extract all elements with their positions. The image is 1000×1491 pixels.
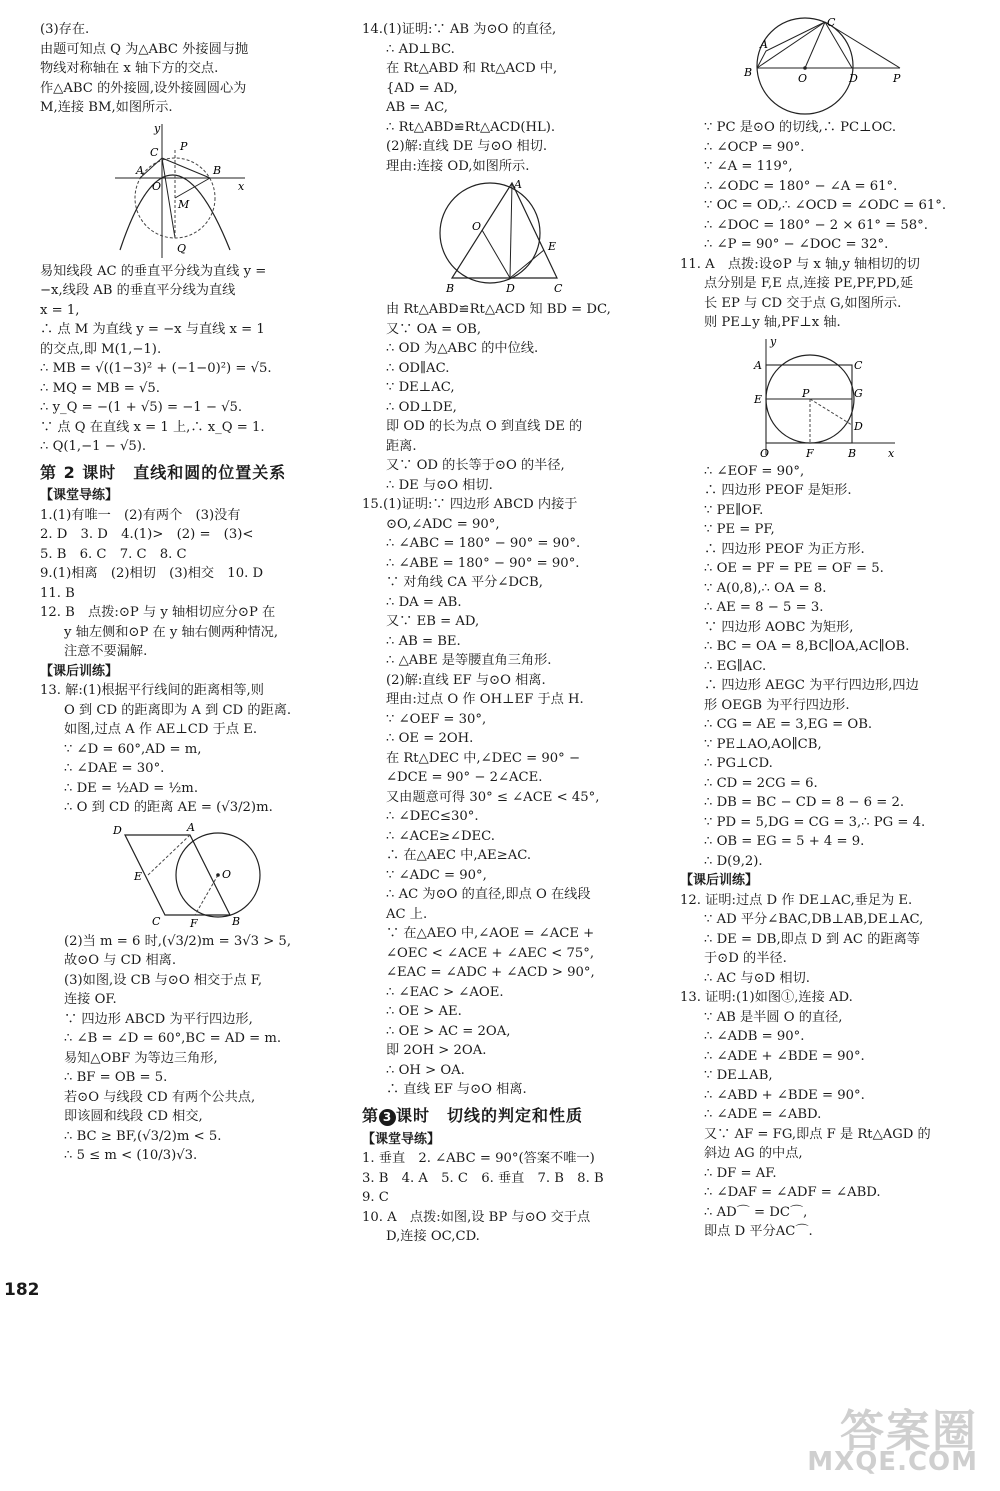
triangle-abc — [452, 183, 557, 278]
text-line: ∴ MQ = MB = √5. — [40, 380, 160, 396]
text-line: ∴ AB = BE. — [386, 633, 461, 649]
answer-line: 注意不要漏解. — [64, 644, 148, 659]
text-line: ∵ DE⊥AC, — [386, 380, 455, 395]
text-line: ∴ OE > AE. — [386, 1004, 462, 1019]
text-line: 11. A 点拨:设⊙P 与 x 轴,y 轴相切的切 — [680, 256, 920, 272]
svg-text:O: O — [472, 220, 482, 233]
answer-line: 5. B 6. C 7. C 8. C — [40, 546, 187, 562]
text-line: 易知线段 AC 的垂直平分线为直线 y = — [40, 263, 267, 279]
answer-line: 如图,过点 A 作 AE⊥CD 于点 E. — [64, 722, 258, 737]
q13-continued — [40, 932, 340, 1166]
text-line: ∴ ∠DEC≤30°. — [386, 809, 479, 824]
svg-text:P: P — [180, 139, 188, 153]
text-line: ∴ 四边形 AEGC 为平行四边形,四边 — [704, 678, 919, 693]
answer-line: D,连接 OC,CD. — [386, 1229, 480, 1244]
svg-text:D: D — [506, 282, 515, 295]
text-line: ∵ PD = 5,DG = CG = 3,∴ PG = 4. — [704, 814, 926, 830]
svg-text:O: O — [798, 72, 808, 85]
answer-line: 2. D 3. D 4.(1)> (2) = (3)< — [40, 527, 254, 542]
svg-text:O: O — [152, 179, 162, 193]
answer-line: 12. 证明:过点 D 作 DE⊥AC,垂足为 E. — [680, 892, 913, 908]
svg-text:D: D — [854, 419, 863, 433]
answer-line: ∴ ∠DAF = ∠ADF = ∠ABD. — [704, 1185, 881, 1200]
text-line: (2)当 m = 6 时,(√3/2)m = 3√3 > 5, — [64, 933, 292, 949]
page-number: 182 — [4, 1280, 40, 1300]
text-line: 15.(1)证明:∵ 四边形 ABCD 内接于 — [362, 497, 578, 512]
answer-line: ∵ AB 是半圆 O 的直径, — [704, 1009, 843, 1025]
answer-line: 3. B 4. A 5. C 6. 垂直 7. B 8. B — [362, 1170, 604, 1186]
after-class-answers — [40, 681, 340, 818]
text-line: 又∵ OA = OB, — [386, 321, 482, 337]
text-line: ∵ PE = PF, — [704, 522, 775, 537]
text-line: ∴ BC ≥ BF,(√3/2)m < 5. — [64, 1128, 222, 1144]
text-line: ∴ ∠EOF = 90°, — [704, 463, 805, 479]
answer-line: ∴ DF = AF. — [704, 1165, 777, 1181]
text-line: 理由:过点 O 作 OH⊥EF 于点 H. — [386, 692, 584, 707]
text-line: ∴ OD∥AC. — [386, 360, 450, 376]
answer-line: 13. 证明:(1)如图①,连接 AD. — [680, 990, 853, 1005]
svg-text:C: C — [554, 282, 563, 295]
text-line: 距离. — [386, 438, 417, 454]
after-class-answers — [680, 891, 980, 1242]
answer-line: O 到 CD 的距离即为 A 到 CD 的距离. — [64, 702, 292, 718]
answer-line: ∴ ∠ADE = ∠ABD. — [704, 1107, 822, 1122]
text-line: ∴ OB = EG = 5 + 4 = 9. — [704, 834, 865, 849]
svg-text:B: B — [446, 282, 455, 295]
section-title-text: 课时 切线的判定和性质 — [396, 1105, 584, 1125]
text-line: ∵ ∠A = 119°, — [704, 159, 793, 174]
after-class-label: 【课后训练】 — [40, 663, 119, 679]
text-line: ∵ 四边形 ABCD 为平行四边形, — [64, 1011, 253, 1027]
text-line: {AD = AD, — [386, 80, 458, 96]
svg-text:F: F — [190, 916, 198, 930]
svg-text:C: C — [827, 16, 836, 29]
text-line: ∴ 点 M 为直线 y = −x 与直线 x = 1 — [40, 322, 265, 337]
answer-line: ∵ AD 平分∠BAC,DB⊥AB,DE⊥AC, — [704, 912, 924, 927]
parallelogram-circle-figure — [110, 820, 270, 930]
svg-text:y: y — [770, 334, 777, 348]
text-line: ∴ OE > AC = 2OA, — [386, 1023, 511, 1039]
text-line: x = 1, — [40, 302, 80, 318]
svg-text:Q: Q — [177, 241, 187, 255]
section-title-lesson-2: 第 2 课时 直线和圆的位置关系 — [40, 462, 287, 482]
text-line: ∵ 对角线 CA 平分∠DCB, — [386, 575, 543, 590]
q11-derivation-lines — [680, 462, 980, 872]
text-line: ∴ DA = AB. — [386, 594, 462, 610]
answer-line: 于⊙D 的半径. — [704, 951, 787, 966]
text-line: (2)解:直线 DE 与⊙O 相切. — [386, 139, 548, 154]
answer-line: ∴ AC 与⊙D 相切. — [704, 970, 810, 986]
answer-line: ∵ ∠D = 60°,AD = m, — [64, 741, 202, 757]
text-line: 又由题意可得 30° ≤ ∠ACE < 45°, — [386, 789, 600, 805]
answer-line: 9. C — [362, 1190, 389, 1205]
text-line: 形 OEGB 为平行四边形. — [704, 697, 850, 713]
answer-line: 即点 D 平分AC⌒. — [704, 1224, 813, 1239]
text-line: ∴ OD⊥DE, — [386, 399, 457, 415]
text-line: 即 OD 的长为点 O 到直线 DE 的 — [386, 419, 583, 434]
svg-text:x: x — [238, 179, 245, 193]
svg-text:B: B — [848, 446, 857, 460]
circle-o — [440, 183, 540, 283]
svg-text:M: M — [178, 197, 190, 211]
text-line: ∴ BC = OA = 8,BC∥OA,AC∥OB. — [704, 639, 910, 654]
answer-line: ∴ DE = ½AD = ½m. — [64, 780, 199, 796]
text-line: ∵ PC 是⊙O 的切线,∴ PC⊥OC. — [704, 120, 897, 135]
text-line: 即 2OH > 2OA. — [386, 1043, 487, 1058]
svg-text:A: A — [187, 820, 195, 834]
text-line: −x,线段 AB 的垂直平分线为直线 — [40, 283, 236, 298]
text-line: 由 Rt△ABD≌Rt△ACD 知 BD = DC, — [386, 302, 611, 317]
text-line: 14.(1)证明:∵ AB 为⊙O 的直径, — [362, 22, 557, 37]
svg-text:x: x — [888, 446, 895, 460]
parabola-circumcircle-figure — [110, 120, 250, 260]
text-line: 由题可知点 Q 为△ABC 外接圆与抛 — [40, 41, 249, 57]
text-line: ∴ ∠ABC = 180° − 90° = 90°. — [386, 536, 581, 551]
text-line: 又∵ OD 的长等于⊙O 的半径, — [386, 458, 565, 473]
classroom-practice-label: 【课堂导练】 — [40, 488, 119, 503]
text-line: 易知△OBF 为等边三角形, — [64, 1050, 218, 1066]
svg-text:O: O — [222, 867, 232, 881]
text-line: 的交点,即 M(1,−1). — [40, 341, 162, 357]
text-line: ∴ OE = 2OH. — [386, 731, 474, 746]
text-line: ∴ BF = OB = 5. — [64, 1070, 168, 1085]
svg-text:P: P — [802, 386, 810, 400]
text-line: ∴ CG = AE = 3,EG = OB. — [704, 717, 873, 732]
text-line: ∴ ∠EAC > ∠AOE. — [386, 984, 504, 1000]
answer-line: 又∵ AF = FG,即点 F 是 Rt△AGD 的 — [704, 1126, 931, 1142]
q-derivation-lines — [40, 262, 340, 457]
svg-text:B: B — [213, 163, 222, 177]
svg-text:D: D — [113, 823, 122, 837]
svg-text:E: E — [754, 392, 763, 406]
text-line: ∴ AC 为⊙O 的直径,即点 O 在线段 — [386, 887, 591, 902]
text-line: 在 Rt△DEC 中,∠DEC = 90° − — [386, 750, 581, 766]
text-line: ∴ AD⊥BC. — [386, 41, 455, 57]
text-line: ∵ PE∥OF. — [704, 502, 764, 518]
text-line: ∴ ∠ABE = 180° − 90° = 90°. — [386, 555, 580, 571]
text-line: ∴ DE 与⊙O 相切. — [386, 477, 493, 493]
text-line: ∴ Rt△ABD≌Rt△ACD(HL). — [386, 119, 556, 135]
text-line: ∵ ∠ADC = 90°, — [386, 867, 487, 883]
text-line: 点分别是 F,E 点,连接 PE,PF,PD,延 — [704, 276, 914, 291]
watermark-url: MXQE.COM — [807, 1447, 978, 1477]
answer-line: ∴ ∠ADB = 90°. — [704, 1029, 805, 1044]
svg-text:A: A — [754, 358, 762, 372]
svg-text:E: E — [548, 240, 557, 253]
column-2 — [362, 20, 667, 1247]
answer-line: ∴ ∠ADE + ∠BDE = 90°. — [704, 1048, 865, 1064]
column-3 — [680, 16, 980, 1242]
answer-line: ∴ O 到 CD 的距离 AE = (√3/2)m. — [64, 800, 273, 815]
text-line: 连接 OF. — [64, 992, 117, 1007]
answer-line: 12. B 点拨:⊙P 与 y 轴相切应分⊙P 在 — [40, 605, 276, 620]
text-line: ∵ 在△AEO 中,∠AOE = ∠ACE + — [386, 926, 595, 941]
text-line: ∴ ∠ACE≥∠DEC. — [386, 828, 495, 844]
svg-text:P: P — [893, 72, 901, 85]
text-line: ∴ MB = √((1−3)² + (−1−0)²) = √5. — [40, 361, 272, 376]
section-title-lesson-3 — [362, 1106, 667, 1126]
text-line: ∴ 直线 EF 与⊙O 相离. — [386, 1082, 527, 1097]
text-line: (2)解:直线 EF 与⊙O 相离. — [386, 672, 546, 688]
answer-line: ∴ ∠DAE = 30°. — [64, 761, 165, 776]
lesson3-answers — [362, 1149, 667, 1247]
text-line: 在 Rt△ABD 和 Rt△ACD 中, — [386, 61, 558, 76]
triangle-circle-tangent-figure — [432, 178, 582, 298]
answer-line: 1.(1)有唯一 (2)有两个 (3)没有 — [40, 507, 241, 523]
text-line: ∴ ∠P = 90° − ∠DOC = 32°. — [704, 237, 889, 252]
text-line: AC 上. — [386, 906, 428, 922]
text-line: ∴ EG∥AC. — [704, 658, 767, 674]
circle-tangent-pc-figure — [730, 16, 920, 116]
text-line: 作△ABC 的外接圆,设外接圆圆心为 — [40, 80, 247, 96]
answer-line: y 轴左侧和⊙P 在 y 轴右侧两种情况, — [64, 624, 279, 640]
classroom-answers — [40, 506, 340, 662]
svg-text:y: y — [154, 121, 161, 135]
svg-text:F: F — [806, 446, 814, 460]
svg-text:A: A — [760, 38, 768, 51]
answer-line: ∴ DE = DB,即点 D 到 AC 的距离等 — [704, 931, 920, 947]
svg-text:C: C — [152, 914, 161, 928]
text-line: 长 EP 与 CD 交于点 G,如图所示. — [704, 295, 902, 311]
text-line: ∠EAC = ∠ADC + ∠ACD > 90°, — [386, 965, 595, 980]
text-line: ∵ OC = OD,∴ ∠OCD = ∠ODC = 61°. — [704, 198, 947, 213]
answer-line: 13. 解:(1)根据平行线间的距离相等,则 — [40, 683, 264, 698]
answer-line: ∴ AD⌒ = DC⌒, — [704, 1204, 808, 1220]
answer-line: 11. B — [40, 585, 75, 601]
q10-q11-lines — [680, 118, 980, 333]
text-line: (3)存在. — [40, 22, 90, 37]
q14-lines — [362, 20, 667, 176]
text-line: ⊙O,∠ADC = 90°, — [386, 516, 500, 532]
svg-text:O: O — [760, 446, 770, 460]
text-line: ∠DCE = 90° − 2∠ACE. — [386, 770, 543, 785]
text-line: ∴ AE = 8 − 5 = 3. — [704, 600, 824, 615]
text-line: ∴ ∠ODC = 180° − ∠A = 61°. — [704, 178, 898, 194]
answer-line: 1. 垂直 2. ∠ABC = 90°(答案不唯一) — [362, 1151, 595, 1166]
svg-text:C: C — [150, 145, 159, 159]
text-line: AB = AC, — [386, 100, 448, 115]
text-line: M,连接 BM,如图所示. — [40, 100, 173, 115]
svg-text:A: A — [514, 178, 522, 191]
text-line: ∴ 在△AEC 中,AE≥AC. — [386, 848, 532, 863]
text-line: ∴ ∠DOC = 180° − 2 × 61° = 58°. — [704, 217, 928, 233]
text-line: ∵ 四边形 AOBC 为矩形, — [704, 619, 854, 635]
text-line: ∴ 四边形 PEOF 是矩形. — [704, 483, 852, 498]
text-line: ∴ ∠OCP = 90°. — [704, 139, 805, 155]
column-1 — [40, 20, 340, 1166]
text-line: ∴ CD = 2CG = 6. — [704, 775, 818, 791]
svg-text:G: G — [854, 386, 863, 400]
watermark-logo-text: 答案圈 — [840, 1406, 978, 1457]
text-line: 若⊙O 与线段 CD 有两个公共点, — [64, 1089, 256, 1105]
circle-o — [757, 18, 853, 114]
svg-text:E: E — [134, 869, 143, 883]
text-line: ∴ D(9,2). — [704, 853, 763, 869]
text-line: 则 PE⊥y 轴,PF⊥x 轴. — [704, 315, 841, 330]
coordinate-circle-rectangle-figure — [750, 335, 900, 460]
text-line: ∴ 四边形 PEOF 为正方形. — [704, 541, 865, 557]
text-line: 又∵ EB = AD, — [386, 614, 480, 629]
svg-text:A: A — [136, 163, 144, 177]
svg-text:C: C — [854, 358, 863, 372]
text-line: ∵ ∠OEF = 30°, — [386, 711, 487, 727]
text-line: ∠OEC < ∠ACE + ∠AEC < 75°, — [386, 945, 595, 961]
text-line: ∴ 5 ≤ m < (10/3)√3. — [64, 1148, 198, 1163]
q14-q15-lines — [362, 300, 667, 1100]
text-line: ∴ OH > OA. — [386, 1062, 465, 1078]
text-line: ∴ DB = BC − CD = 8 − 6 = 2. — [704, 795, 905, 810]
text-line: (3)如图,设 CB 与⊙O 相交于点 F, — [64, 972, 263, 988]
text-line: ∴ PG⊥CD. — [704, 756, 773, 771]
answer-line: ∴ ∠ABD + ∠BDE = 90°. — [704, 1087, 865, 1103]
text-line: ∴ OE = PF = PE = OF = 5. — [704, 561, 884, 576]
text-line: 物线对称轴在 x 轴下方的交点. — [40, 61, 219, 76]
section-prefix: 第 — [362, 1105, 380, 1125]
answer-line: ∵ DE⊥AB, — [704, 1068, 773, 1083]
answer-line: 10. A 点拨:如图,设 BP 与⊙O 交于点 — [362, 1209, 591, 1225]
after-class-label: 【课后训练】 — [680, 873, 759, 888]
text-line: ∵ A(0,8),∴ OA = 8. — [704, 580, 827, 596]
text-line: ∴ ∠B = ∠D = 60°,BC = AD = m. — [64, 1031, 282, 1046]
svg-text:D: D — [849, 72, 858, 85]
classroom-practice-label: 【课堂导练】 — [362, 1131, 441, 1147]
text-line: ∵ 点 Q 在直线 x = 1 上,∴ x_Q = 1. — [40, 419, 265, 435]
answer-line: 斜边 AG 的中点, — [704, 1146, 803, 1161]
text-line: 理由:连接 OD,如图所示. — [386, 158, 530, 174]
text-line: ∴ y_Q = −(1 + √5) = −1 − √5. — [40, 400, 243, 415]
text-line: ∵ PE⊥AO,AO∥CB, — [704, 736, 822, 752]
text-line: ∴ Q(1,−1 − √5). — [40, 439, 147, 454]
q-existence-lines — [40, 20, 340, 118]
svg-text:B: B — [232, 914, 241, 928]
text-line: ∴ △ABE 是等腰直角三角形. — [386, 653, 552, 668]
text-line: 故⊙O 与 CD 相离. — [64, 953, 177, 968]
text-line: ∴ OD 为△ABC 的中位线. — [386, 341, 539, 356]
text-line: 即该圆和线段 CD 相交, — [64, 1109, 203, 1124]
answer-line: 9.(1)相离 (2)相切 (3)相交 10. D — [40, 566, 264, 581]
lesson-number-badge: 3 — [379, 1109, 396, 1126]
svg-text:B: B — [744, 66, 753, 79]
